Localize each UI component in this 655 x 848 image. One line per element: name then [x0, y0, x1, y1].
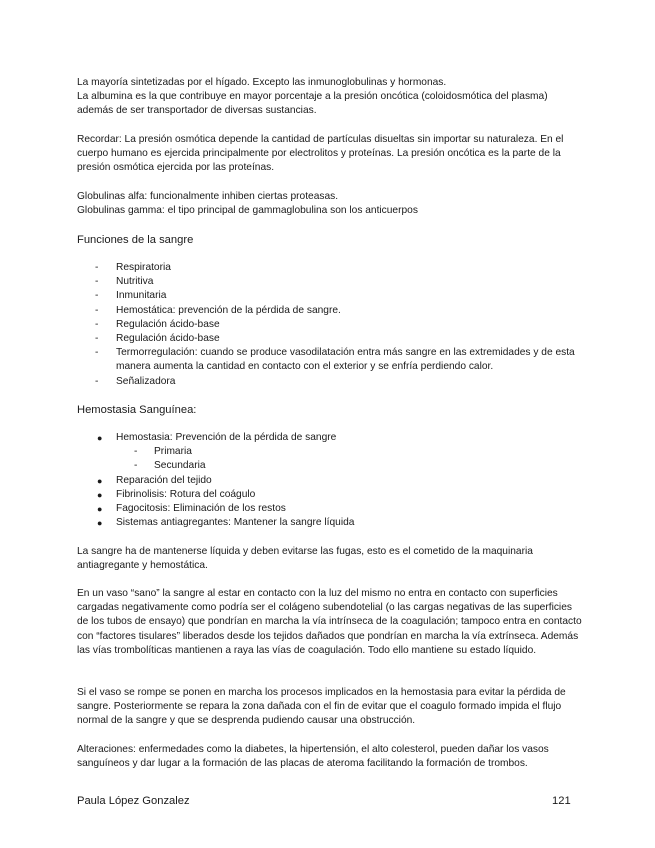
list-item: - Hemostática: prevención de la pérdida de sangre.	[95, 304, 341, 316]
list-item: - Regulación ácido-base	[95, 318, 220, 330]
globulins-paragraph	[77, 190, 582, 218]
list-item: ● Hemostasia: Prevención de la pérdida de sangre	[77, 431, 582, 445]
list-item: - Regulación ácido-base	[95, 333, 220, 345]
hemostasis-list	[77, 431, 582, 530]
sub-list-item: - Secundaria	[134, 460, 206, 472]
list-item: - Termorregulación: cuando se produce vasodilatación entra más sangre en las extremidades y de esta manera aumenta la cantidad en contacto con el exterior y se enfría perdiendo calor.	[95, 347, 575, 373]
healthy-vessel-paragraph: En un vaso “sano” la sangre al estar en contacto con la luz del mismo no entra en contacto con superficies cargadas negativamente como podría ser el colágeno subendotelial (o las cargas negativas de las superficies de los tubos de ensayo) que pondrían en marcha la vía intrínseca de la coagulación; tampoco entra en contacto con “factores tisulares” liberados desde los tejidos dañados que pondrían en marcha la vía extrínseca. Además las vías trombolíticas mantienen a raya las vías de coagulación. Todo ello mantiene su estado líquido.	[77, 588, 582, 656]
list-item: - Nutritiva	[95, 276, 154, 288]
hemostasis-heading: Hemostasia Sanguínea:	[77, 404, 197, 416]
list-item: - Inmunitaria	[95, 290, 167, 302]
functions-heading: Funciones de la sangre	[77, 234, 194, 246]
functions-list	[77, 261, 582, 389]
list-item: ● Fibrinolisis: Rotura del coágulo	[77, 488, 582, 502]
bullet-icon: ●	[97, 518, 103, 529]
sub-list-item: - Primaria	[134, 446, 192, 458]
list-item: ● Sistemas antiagregantes: Mantener la sangre líquida	[77, 516, 582, 530]
list-item: ● Reparación del tejido	[77, 474, 582, 488]
vessel-rupture-paragraph: Si el vaso se rompe se ponen en marcha los procesos implicados en la hemostasia para evitar la pérdida de sangre. Posteriormente se repara la zona dañada con el fin de evitar que el coagulo formado impida el flujo normal de la sangre y que se desprenda pudiendo causar una obstrucción.	[77, 687, 566, 727]
list-item: ● Fagocitosis: Eliminación de los restos	[77, 502, 582, 516]
list-item: - Señalizadora	[95, 375, 176, 387]
intro-line-1: La mayoría sintetizadas por el hígado. Excepto las inmunoglobulinas y hormonas.	[77, 77, 447, 88]
bullet-icon: ●	[97, 489, 103, 500]
footer-author: Paula López Gonzalez	[77, 795, 190, 807]
list-item: - Respiratoria	[95, 262, 171, 273]
globulins-alpha: Globulinas alfa: funcionalmente inhiben ciertas proteasas.	[77, 191, 339, 202]
bullet-icon: ●	[97, 504, 103, 515]
bullet-icon: ●	[97, 475, 103, 486]
footer-page-number: 121	[552, 795, 571, 807]
intro-paragraph	[77, 76, 582, 119]
liquid-blood-paragraph: La sangre ha de mantenerse líquida y deben evitarse las fugas, esto es el cometido de la maquinaria antiagregante y hemostática.	[77, 546, 533, 572]
reminder-paragraph: Recordar: La presión osmótica depende la cantidad de partículas disueltas sin importar su naturaleza. En el cuerpo humano es ejercida principalmente por electrolitos y proteínas. La presión oncótica es la parte de la presión osmótica ejercida por las proteínas.	[77, 134, 564, 174]
intro-line-2: La albumina es la que contribuye en mayor porcentaje a la presión oncótica (coloidosmótica del plasma) además de ser transportador de diversas sustancias.	[77, 91, 548, 117]
globulins-gamma: Globulinas gamma: el tipo principal de gammaglobulina son los anticuerpos	[77, 205, 418, 217]
alterations-paragraph: Alteraciones: enfermedades como la diabetes, la hipertensión, el alto colesterol, pueden dañar los vasos sanguíneos y dar lugar a la formación de las placas de ateroma facilitando la formación de trombos.	[77, 744, 549, 770]
bullet-icon: ●	[97, 433, 103, 443]
